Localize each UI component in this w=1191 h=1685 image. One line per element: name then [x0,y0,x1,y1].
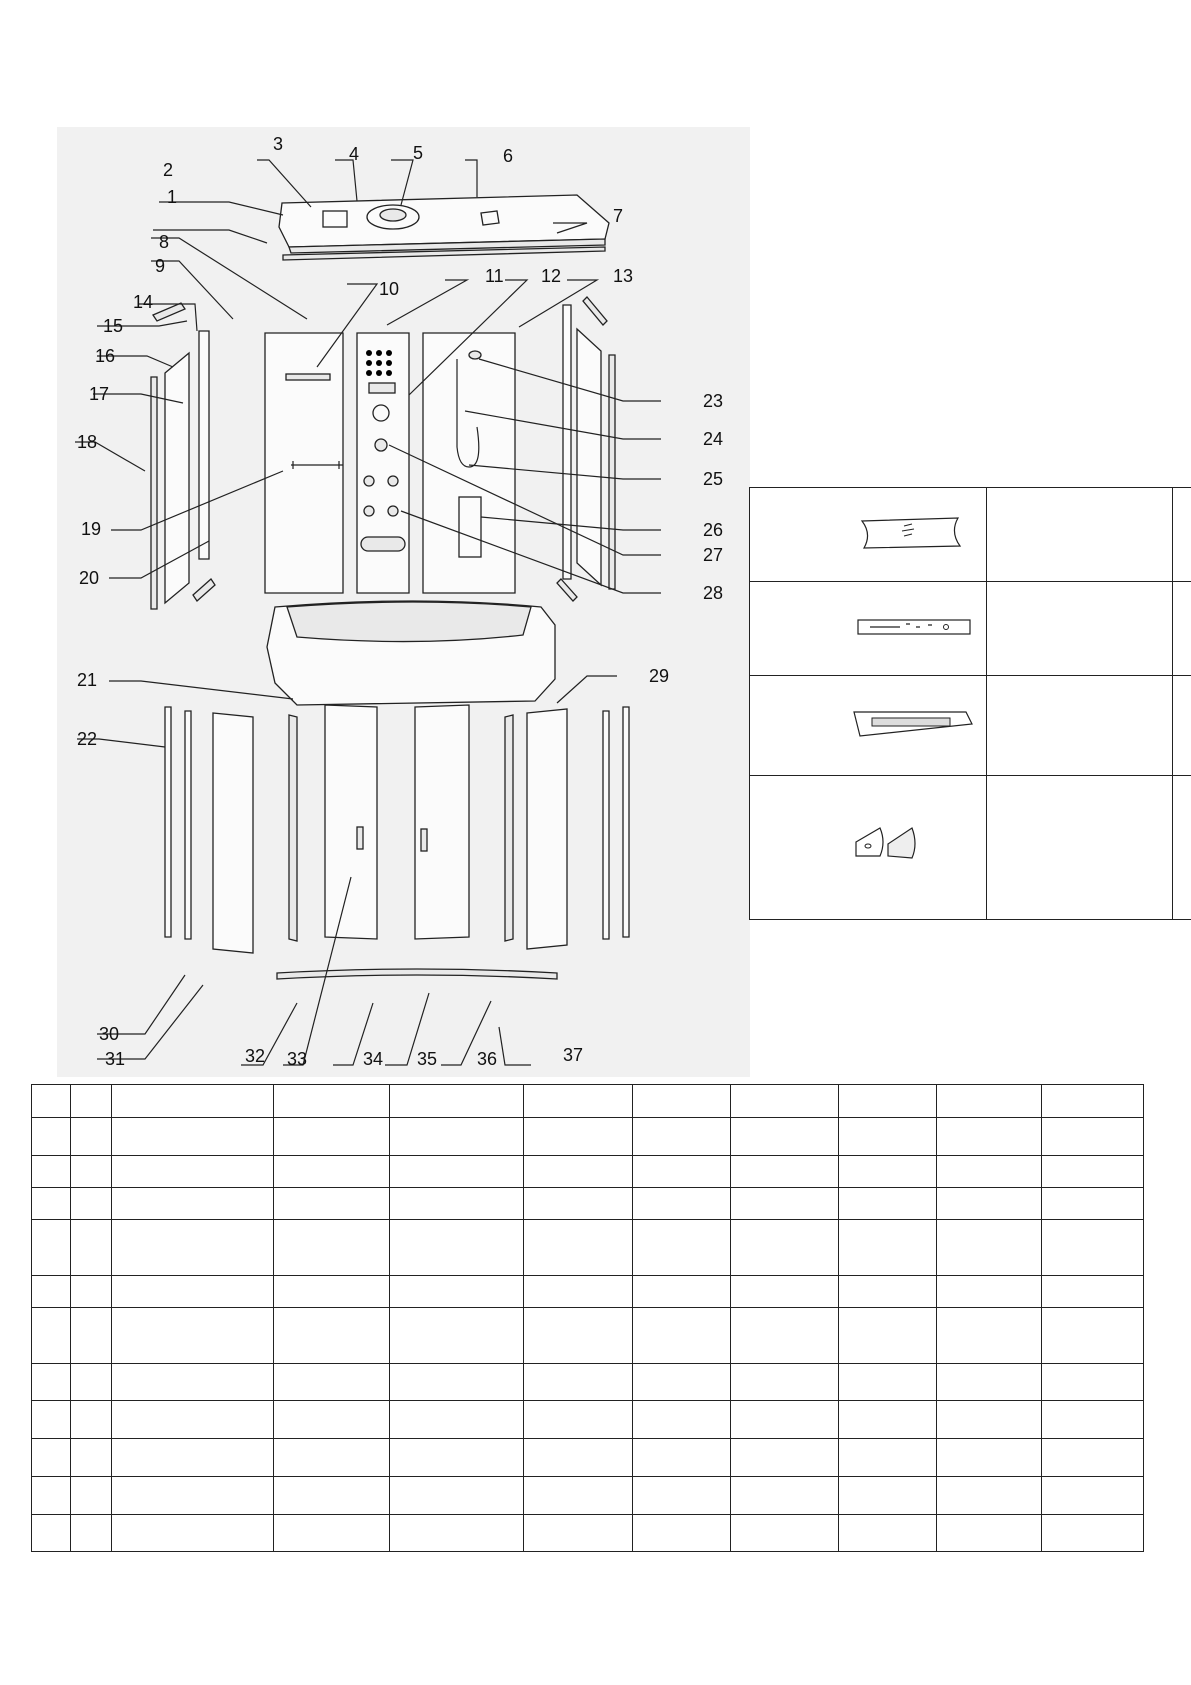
callout-27: 27 [703,545,724,565]
callout-34: 34 [363,1049,384,1069]
front-right-rail [623,707,629,937]
accessory-table [749,487,1191,920]
callout-24: 24 [703,429,724,449]
right-bottom-clip [557,579,577,601]
accessory-row [750,488,1191,582]
left-profile-rail [199,331,209,559]
accessory-description [987,676,1173,776]
callout-29: 29 [649,666,670,686]
accessory-row [750,676,1191,776]
callout-25: 25 [703,469,724,489]
shower-slide-bar [459,497,481,557]
left-edge-seal [151,377,157,609]
central-column-panel [357,333,409,593]
callout-4: 4 [349,144,360,164]
callout-11: 11 [485,266,504,286]
left-top-clip [153,303,185,321]
parts-row [32,1439,1144,1477]
callout-14: 14 [133,292,154,312]
callout-35: 35 [417,1049,438,1069]
accessory-image-cell [750,488,987,582]
callout-19: 19 [81,519,102,539]
callout-15: 15 [103,316,124,336]
callout-21: 21 [77,670,98,690]
callout-36: 36 [477,1049,498,1069]
callout-28: 28 [703,583,724,603]
hand-shower-head [469,351,481,359]
right-sliding-door [415,705,469,939]
left-side-glass [165,353,189,603]
front-left-fixed-glass [213,713,253,953]
accessory-extra-cell [1173,582,1191,676]
accessory-description [987,488,1173,582]
callout-37: 37 [563,1045,584,1065]
right-profile-rail [563,305,571,579]
front-right-fixed-glass [527,709,567,949]
right-side-glass [577,329,601,585]
callout-26: 26 [703,520,724,540]
body-jet-bar [361,537,405,551]
column-control-panel [369,383,395,393]
parts-row [32,1308,1144,1364]
callout-6: 6 [503,146,514,166]
parts-row [32,1085,1144,1118]
callout-9: 9 [155,256,166,276]
parts-row [32,1401,1144,1439]
front-left-seal [185,711,191,939]
left-door-seal [289,715,297,941]
accessory-extra-cell [1173,776,1191,920]
parts-row [32,1188,1144,1220]
callout-7: 7 [613,206,624,226]
callout-13: 13 [613,266,634,286]
exploded-view-drawing [57,127,750,1077]
callout-16: 16 [95,346,116,366]
right-top-clip [583,297,607,325]
right-door-seal [505,715,513,941]
diverter-knob [375,439,387,451]
parts-row [32,1477,1144,1515]
roof-speaker [481,211,499,225]
glass-shelf-icon [750,488,986,576]
callout-3: 3 [273,134,284,154]
callout-10: 10 [379,279,400,299]
right-edge-seal [609,355,615,589]
callout-33: 33 [287,1049,308,1069]
bathtub-basin [287,602,531,642]
accessory-extra-cell [1173,676,1191,776]
roof-fan-part [323,211,347,227]
accessory-image-cell [750,582,987,676]
parts-row [32,1364,1144,1401]
left-door-handle [357,827,363,849]
right-door-handle [421,829,427,851]
callout-12: 12 [541,266,562,286]
massage-jet-array [366,350,392,376]
callout-1: 1 [167,187,178,207]
callout-8: 8 [159,232,170,252]
parts-list-table [31,1084,1144,1552]
accessory-row [750,776,1191,920]
callout-22: 22 [77,729,98,749]
glass-shelf [286,374,330,380]
accessory-row [750,582,1191,676]
massage-column-panel-icon [750,582,986,670]
front-right-seal [603,711,609,939]
bottom-track [277,969,557,979]
parts-row [32,1118,1144,1156]
callout-17: 17 [89,384,110,404]
accessory-image-cell [750,776,987,920]
parts-row [32,1515,1144,1552]
callout-32: 32 [245,1046,266,1066]
parts-row [32,1156,1144,1188]
corner-shower-tray-icon [750,776,986,914]
exploded-view-diagram [57,127,750,1077]
control-panel-icon [750,676,986,770]
left-sliding-door [325,705,377,939]
rain-shower-head [380,209,406,221]
front-left-rail [165,707,171,937]
accessory-extra-cell [1173,488,1191,582]
mixer-valve [373,405,389,421]
accessory-image-cell [750,676,987,776]
callout-18: 18 [77,432,98,452]
left-bottom-clip [193,579,215,601]
accessory-description [987,776,1173,920]
accessory-description [987,582,1173,676]
callout-2: 2 [163,160,174,180]
callout-30: 30 [99,1024,120,1044]
callout-5: 5 [413,143,424,163]
back-left-panel [265,333,343,593]
callout-31: 31 [105,1049,126,1069]
parts-row [32,1276,1144,1308]
callout-20: 20 [79,568,100,588]
parts-row [32,1220,1144,1276]
callout-23: 23 [703,391,724,411]
